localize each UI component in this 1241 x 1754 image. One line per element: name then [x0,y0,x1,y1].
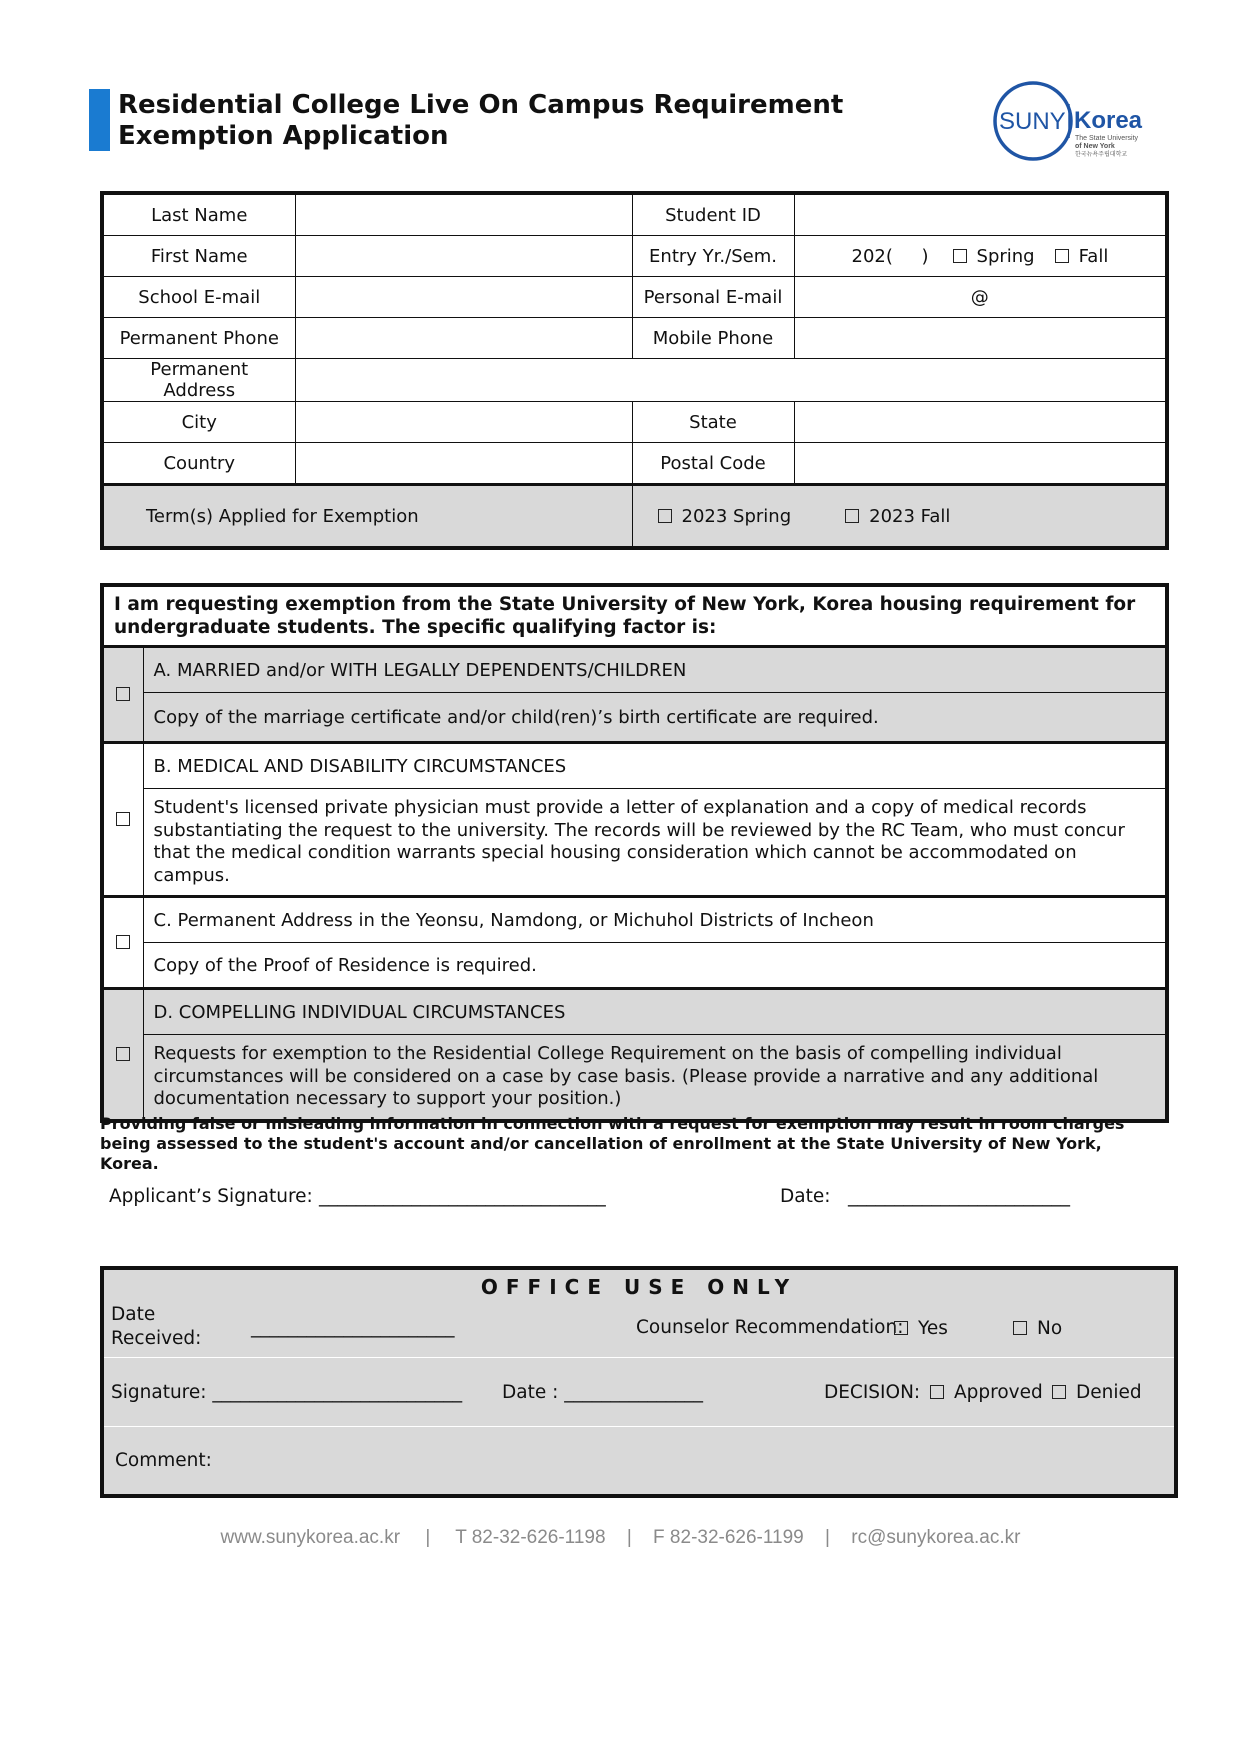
applicant-signature-line[interactable]: _______________________________ [319,1186,606,1207]
title-accent-bar [89,89,110,151]
recommend-no-checkbox[interactable] [1013,1321,1027,1335]
logo-sub-1: The State University [1075,135,1139,142]
entry-label: Entry Yr./Sem. [632,236,794,277]
country-label: Country [102,443,295,485]
denied-checkbox[interactable] [1052,1385,1066,1399]
city-label: City [102,402,295,443]
permanent-address-field[interactable] [295,359,1167,402]
comment-label: Comment: [115,1450,212,1471]
date-received-line[interactable]: ______________________ [251,1317,455,1338]
postal-code-label: Postal Code [632,443,794,485]
school-email-label: School E-mail [102,277,295,318]
logo-sub-2: of New York [1075,143,1115,150]
factor-a-checkbox-cell[interactable] [102,647,143,743]
denied-label: Denied [1076,1382,1142,1403]
title-line-2: Exemption Application [118,121,449,151]
terms-label-text: Term(s) Applied for Exemption [146,505,419,527]
recommend-no-label: No [1037,1318,1063,1339]
decision-approved [930,1382,1043,1403]
factor-b-checkbox[interactable] [116,812,130,826]
office-use-title: OFFICE USE ONLY [480,1275,798,1299]
office-date[interactable]: Date : _______________ [502,1382,703,1403]
footer-website[interactable]: www.sunykorea.ac.kr [220,1527,401,1548]
date-received-label-1: Date [111,1304,156,1325]
recommend-yes-checkbox[interactable] [894,1321,908,1335]
logo-sub-3: 한국뉴욕주립대학교 [1075,152,1128,158]
factor-c-text: Copy of the Proof of Residence is required. [143,943,1167,989]
city-field[interactable] [295,402,632,443]
factor-b-title: B. MEDICAL AND DISABILITY CIRCUMSTANCES [143,743,1167,789]
term-2023-spring-label: 2023 Spring [681,505,792,527]
factor-d-checkbox-cell[interactable] [102,989,143,1121]
postal-code-field[interactable] [794,443,1167,485]
personal-email-field[interactable] [794,277,1167,318]
page-title [118,90,843,152]
last-name-label: Last Name [102,193,295,236]
factor-c-checkbox-cell[interactable] [102,897,143,989]
mobile-phone-field[interactable] [794,318,1167,359]
counselor-recommendation-label: Counselor Recommendation: [636,1317,904,1338]
decision-label: DECISION: [824,1382,921,1403]
factor-a-title: A. MARRIED and/or WITH LEGALLY DEPENDENTS/CHILDREN [143,647,1167,693]
student-info-table [100,191,1169,550]
footer-fax: F 82-32-626-1199 [653,1527,804,1548]
approved-checkbox[interactable] [930,1385,944,1399]
footer-separator-1: | [425,1527,431,1548]
footer-phone: T 82-32-626-1198 [455,1527,606,1548]
factor-a-text: Copy of the marriage certificate and/or child(ren)’s birth certificate are required. [143,693,1167,743]
factor-c-checkbox[interactable] [116,935,130,949]
applicant-signature-label: Applicant’s Signature: [109,1186,313,1207]
entry-year: 202( ) [851,245,929,267]
office-signature[interactable]: Signature: ___________________________ [111,1382,463,1403]
false-info-warning: Providing false or misleading information in connection with a request for exemption may result in room charges being assessed to the student's account and/or cancellation of enrollment at the State University of New York, Korea. [100,1114,1125,1173]
at-sign: @ [970,286,989,308]
decision-denied [1052,1382,1142,1403]
factor-d-checkbox[interactable] [116,1047,130,1061]
student-id-field[interactable] [794,193,1167,236]
terms-options [632,485,1167,549]
footer-separator-3: | [825,1527,830,1548]
term-2023-spring-checkbox[interactable] [658,509,672,523]
suny-korea-logo [993,78,1153,164]
school-email-field[interactable] [295,277,632,318]
office-use-section [100,1266,1178,1498]
footer-contact [0,1527,1241,1549]
factor-d-text: Requests for exemption to the Residential College Requirement on the basis of compelling individual circumstances will be considered on a case by case basis. (Please provide a narrative and any additional documentation necessary to support your position.) [143,1035,1167,1121]
office-divider-1 [104,1357,1174,1358]
state-label: State [632,402,794,443]
permanent-phone-field[interactable] [295,318,632,359]
factor-c-title: C. Permanent Address in the Yeonsu, Namdong, or Michuhol Districts of Incheon [143,897,1167,943]
recommend-no [1013,1318,1062,1339]
country-field[interactable] [295,443,632,485]
fall-checkbox[interactable] [1055,249,1069,263]
recommend-yes-label: Yes [918,1318,948,1339]
last-name-field[interactable] [295,193,632,236]
office-divider-2 [104,1426,1174,1427]
state-field[interactable] [794,402,1167,443]
term-2023-fall-checkbox[interactable] [845,509,859,523]
recommend-yes [894,1318,948,1339]
qualifying-factors-table [100,583,1169,1123]
date-received-label [111,1303,201,1351]
factor-d-title: D. COMPELLING INDIVIDUAL CIRCUMSTANCES [143,989,1167,1035]
factor-b-text: Student's licensed private physician must provide a letter of explanation and a copy of medical records substantiating the request to the university. The records will be reviewed by the RC Team, who must concur that the medical condition warrants special housing consideration which cannot be accommodated on campus. [143,789,1167,897]
permanent-address-label: Permanent Address [102,359,295,402]
spring-label: Spring [976,245,1035,267]
factor-b-checkbox-cell[interactable] [102,743,143,897]
fall-label: Fall [1078,245,1109,267]
factor-a-checkbox[interactable] [116,687,130,701]
term-2023-fall-label: 2023 Fall [869,505,951,527]
personal-email-label: Personal E-mail [632,277,794,318]
approved-label: Approved [954,1382,1043,1403]
mobile-phone-label: Mobile Phone [632,318,794,359]
terms-label [102,485,632,549]
first-name-label: First Name [102,236,295,277]
spring-checkbox[interactable] [953,249,967,263]
footer-separator-2: | [626,1527,632,1548]
footer-email[interactable]: rc@sunykorea.ac.kr [851,1527,1021,1548]
entry-field[interactable] [794,236,1167,277]
first-name-field[interactable] [295,236,632,277]
permanent-phone-label: Permanent Phone [102,318,295,359]
student-id-label: Student ID [632,193,794,236]
logo-korea-text: Korea [1074,107,1143,134]
title-line-1: Residential College Live On Campus Requirement [118,90,844,120]
factors-intro: I am requesting exemption from the State University of New York, Korea housing requirement for undergraduate students. The specific qualifying factor is: [102,585,1167,647]
date-received-label-2: Received: [111,1328,202,1349]
applicant-date-line[interactable]: ________________________ [848,1186,1070,1207]
applicant-date-label: Date: [780,1186,831,1207]
logo-suny-text: SUNY [999,108,1066,135]
